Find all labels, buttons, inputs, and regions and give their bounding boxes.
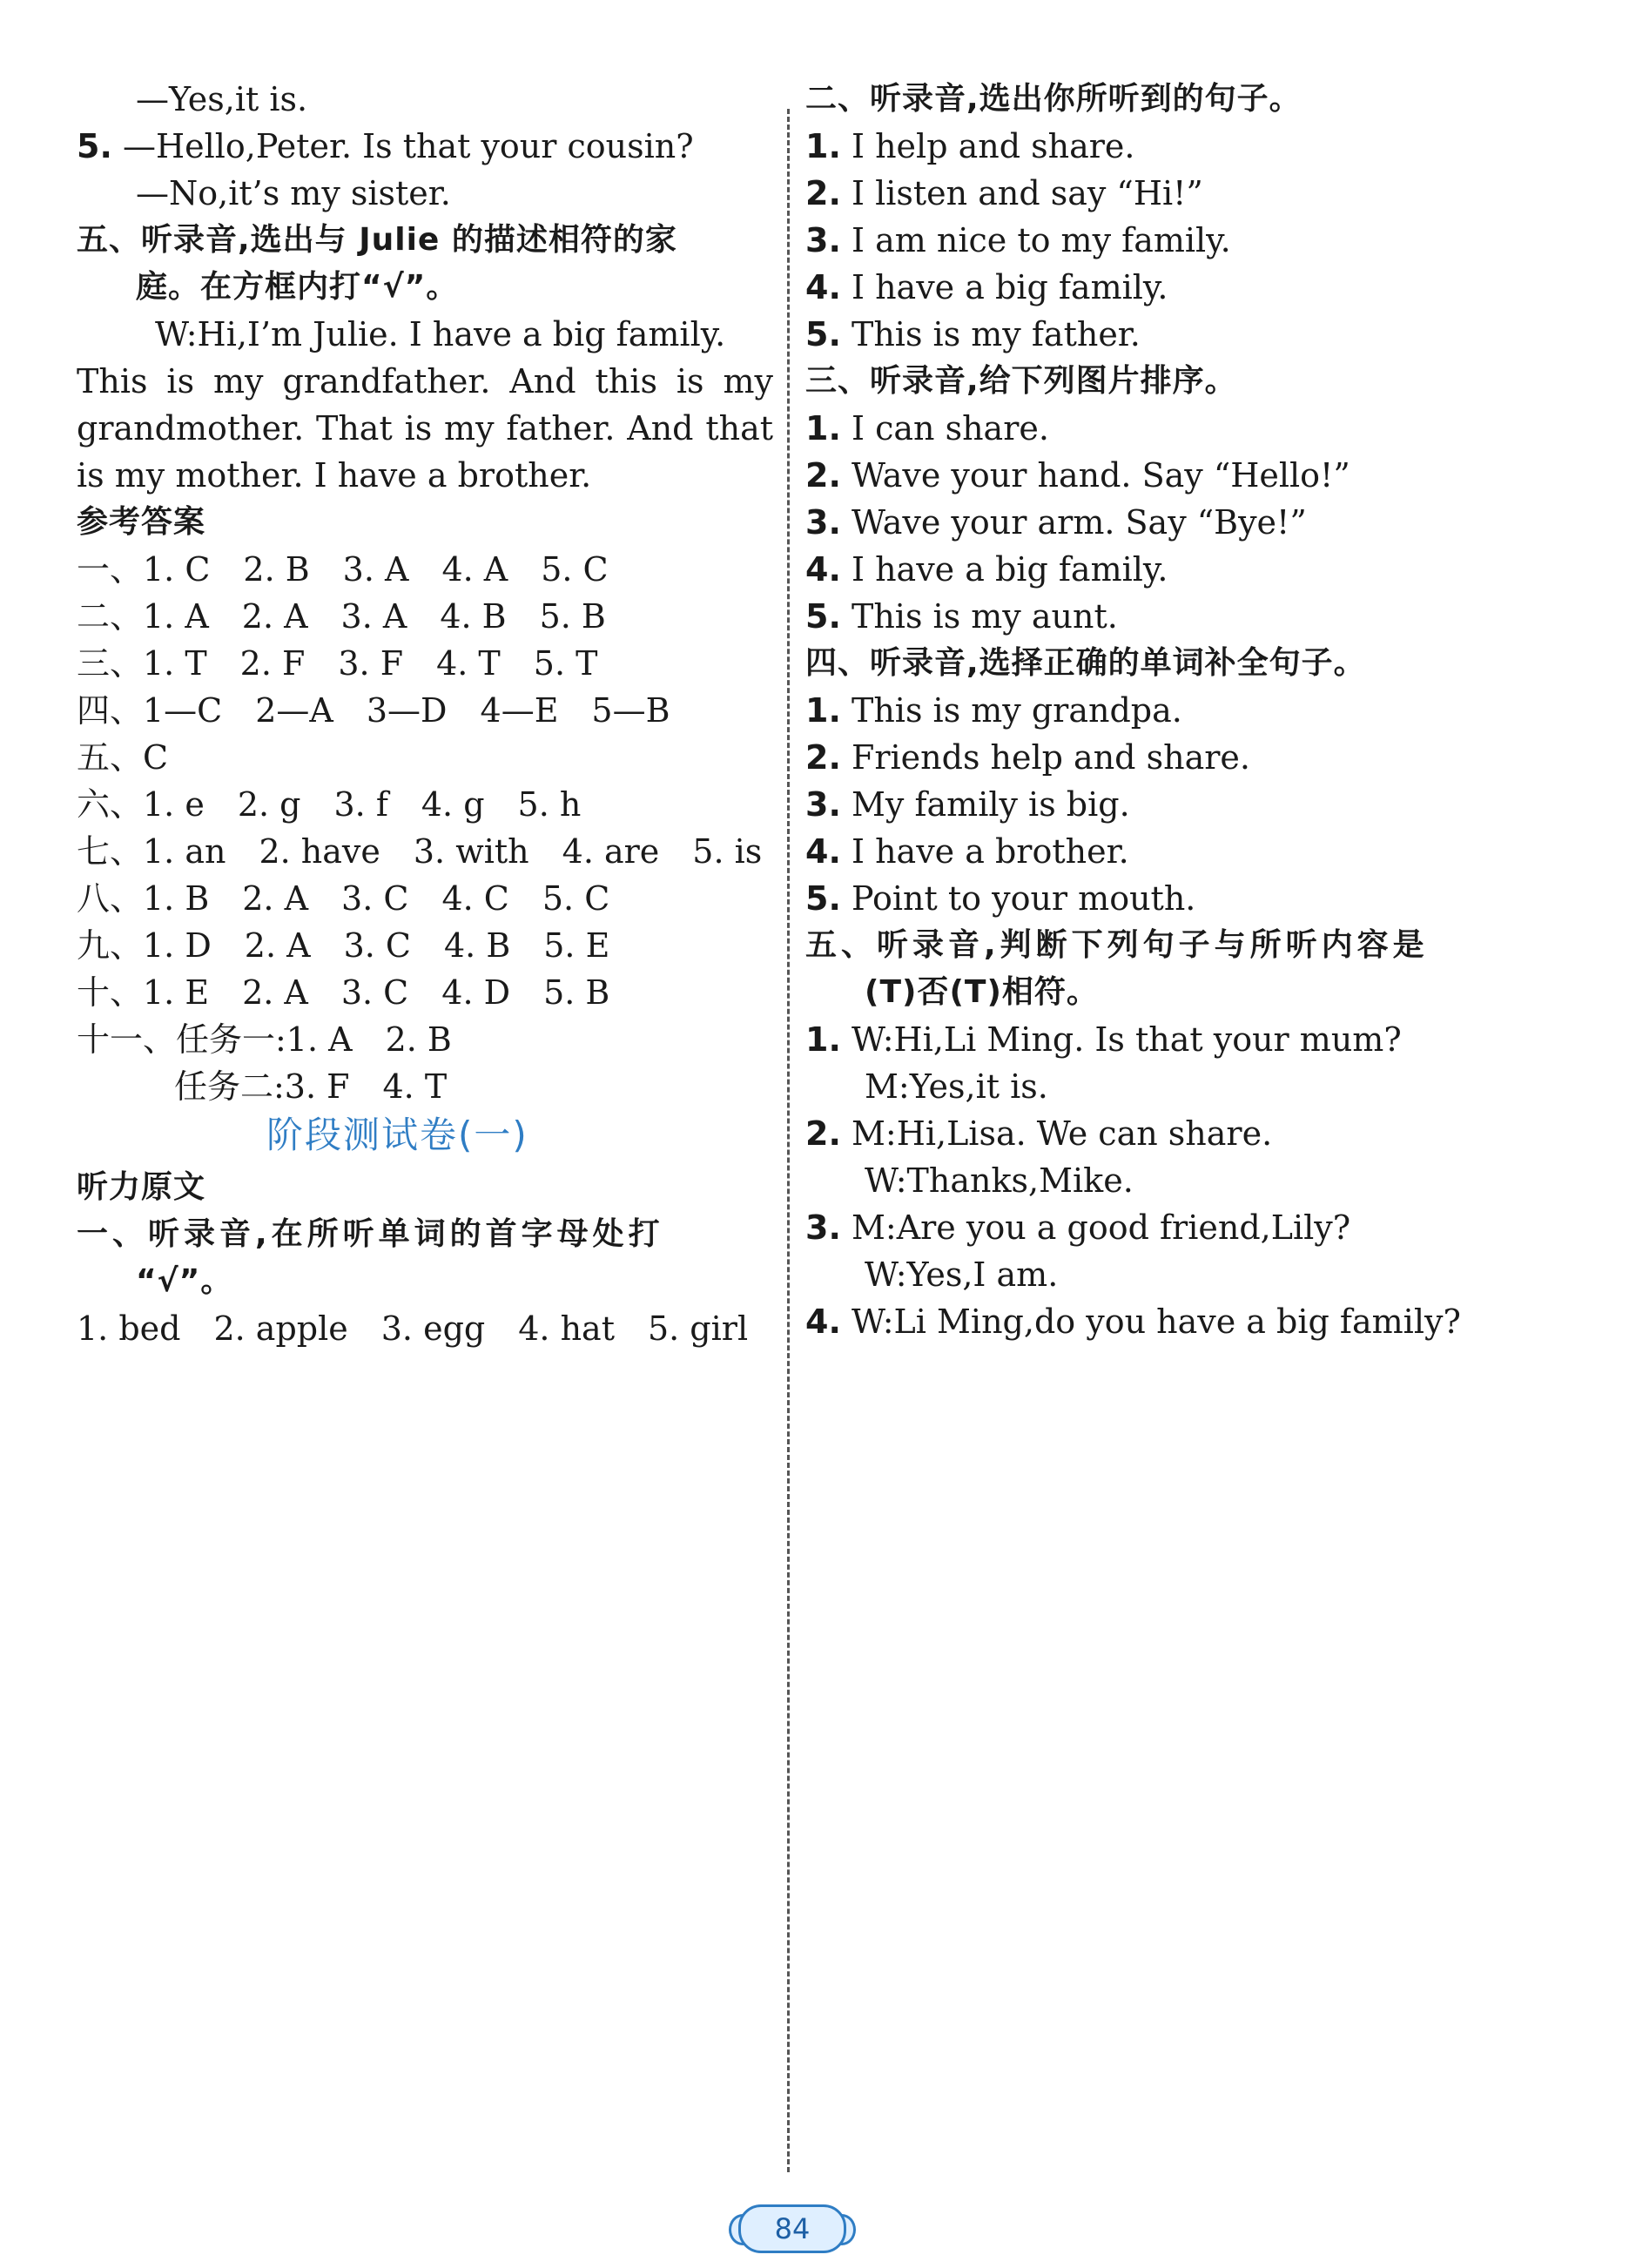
listening-heading: 听力原文	[77, 1169, 206, 1205]
list-item: 3. I am nice to my family.	[805, 221, 1231, 259]
list-item: 4. I have a big family.	[805, 268, 1168, 306]
answer-row: 二、1. A 2. A 3. A 4. B 5. B	[77, 597, 606, 636]
section-heading: 三、听录音,给下列图片排序。	[805, 363, 1237, 399]
section-heading: “√”。	[136, 1263, 233, 1299]
answer-row: 七、1. an 2. have 3. with 4. are 5. is	[77, 832, 763, 871]
answer-row: 十、1. E 2. A 3. C 4. D 5. B	[77, 973, 610, 1012]
section-heading: 四、听录音,选择正确的单词补全句子。	[805, 645, 1366, 681]
list-item: 4. I have a brother.	[805, 832, 1129, 871]
answer-row: 四、1—C 2—A 3—D 4—E 5—B	[77, 691, 670, 730]
list-item: 5. Point to your mouth.	[805, 879, 1196, 918]
dialog-line: 1. W:Hi,Li Ming. Is that your mum?	[805, 1020, 1402, 1059]
section-heading: (T)否(T)相符。	[865, 974, 1099, 1010]
answer-row: 任务二:3. F 4. T	[174, 1067, 448, 1106]
list-item: 2. I listen and say “Hi!”	[805, 174, 1203, 212]
dialog-line: W:Yes,I am.	[865, 1255, 1059, 1294]
section-heading: 五、听录音,判断下列句子与所听内容是	[805, 927, 1429, 963]
paragraph-line: W:Hi,I’m Julie. I have a big family.	[155, 315, 726, 353]
section-heading: 五、听录音,选出与 Julie 的描述相符的家	[77, 222, 677, 258]
answer-row: 五、C	[77, 738, 169, 777]
paragraph-line: grandmother. That is my father. And that	[77, 409, 773, 448]
dialog-line: —Yes,it is.	[136, 80, 308, 118]
list-item: 3. My family is big.	[805, 785, 1130, 824]
dialog-line: —No,it’s my sister.	[136, 174, 451, 212]
answer-row: 十一、任务一:1. A 2. B	[77, 1020, 452, 1059]
page-number: 84	[738, 2204, 846, 2253]
section-heading: 二、听录音,选出你所听到的句子。	[805, 81, 1302, 117]
word-list: 1. bed 2. apple 3. egg 4. hat 5. girl	[77, 1309, 749, 1348]
list-item: 1. This is my grandpa.	[805, 691, 1182, 730]
answer-row: 六、1. e 2. g 3. f 4. g 5. h	[77, 785, 582, 824]
answer-row: 三、1. T 2. F 3. F 4. T 5. T	[77, 644, 598, 683]
dialog-line: 3. M:Are you a good friend,Lily?	[805, 1208, 1351, 1247]
section-heading: 一、听录音,在所听单词的首字母处打	[77, 1216, 664, 1252]
list-item: 2. Wave your hand. Say “Hello!”	[805, 456, 1350, 495]
answer-row: 一、1. C 2. B 3. A 4. A 5. C	[77, 550, 609, 589]
dialog-line: 2. M:Hi,Lisa. We can share.	[805, 1114, 1273, 1153]
paragraph-line: This is my grandfather. And this is my	[77, 362, 773, 400]
list-item: 4. I have a big family.	[805, 550, 1168, 589]
list-item: 2. Friends help and share.	[805, 738, 1250, 777]
dialog-line: 5. —Hello,Peter. Is that your cousin?	[77, 127, 694, 165]
stage-title: 阶段测试卷(一)	[266, 1114, 528, 1156]
list-item: 5. This is my father.	[805, 315, 1141, 353]
column-divider	[787, 109, 790, 2172]
paragraph-line: is my mother. I have a brother.	[77, 456, 592, 495]
answers-heading: 参考答案	[77, 504, 206, 540]
answer-row: 九、1. D 2. A 3. C 4. B 5. E	[77, 926, 610, 965]
section-heading: 庭。在方框内打“√”。	[136, 269, 459, 305]
answer-row: 八、1. B 2. A 3. C 4. C 5. C	[77, 879, 610, 918]
list-item: 1. I help and share.	[805, 127, 1135, 165]
dialog-line: W:Thanks,Mike.	[865, 1161, 1134, 1200]
list-item: 1. I can share.	[805, 409, 1049, 448]
list-item: 3. Wave your arm. Say “Bye!”	[805, 503, 1307, 542]
dialog-line: 4. W:Li Ming,do you have a big family?	[805, 1302, 1461, 1341]
list-item: 5. This is my aunt.	[805, 597, 1118, 636]
dialog-line: M:Yes,it is.	[865, 1067, 1048, 1106]
